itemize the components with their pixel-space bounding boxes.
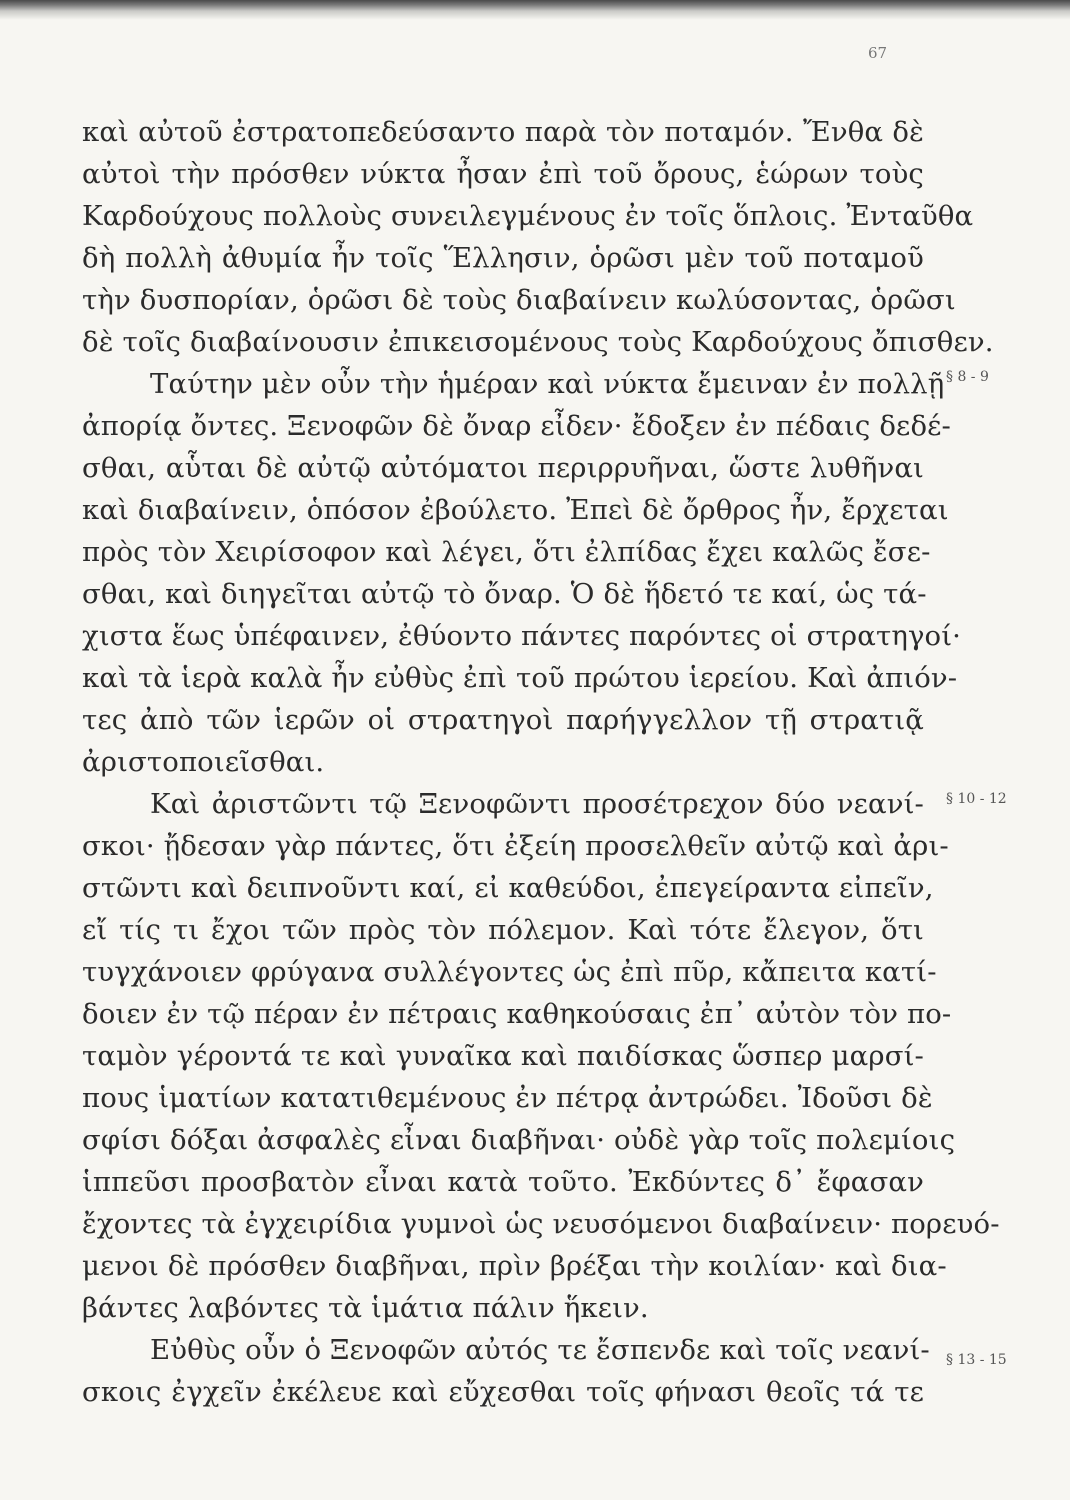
text-line: σθαι, αὗται δὲ αὐτῷ αὐτόματοι περιρρυῆναι, ὥστε λυθῆναι: [82, 452, 924, 484]
text-line: ταμὸν γέροντά τε καὶ γυναῖκα καὶ παιδίσκας ὥσπερ μαρσί-: [82, 1040, 924, 1072]
text-line: μενοι δὲ πρόσθεν διαβῆναι, πρὶν βρέξαι τὴν κοιλίαν· καὶ δια-: [82, 1250, 947, 1282]
text-line-paragraph-end: ἀριστοποιεῖσθαι.: [82, 746, 325, 778]
text-line: καὶ τὰ ἱερὰ καλὰ ἦν εὐθὺς ἐπὶ τοῦ πρώτου ἱερείου. Καὶ ἀπιόν-: [82, 662, 958, 694]
text-line: ἱππεῦσι προσβατὸν εἶναι κατὰ τοῦτο. Ἐκδύντες δ᾽ ἔφασαν: [82, 1166, 924, 1198]
text-line: πρὸς τὸν Χειρίσοφον καὶ λέγει, ὅτι ἐλπίδας ἔχει καλῶς ἔσε-: [82, 536, 931, 568]
text-line: Καρδούχους πολλοὺς συνειλεγμένους ἐν τοῖς ὅπλοις. Ἐνταῦθα: [82, 200, 974, 232]
page-number: 67: [868, 44, 888, 62]
text-line: ἔχοντες τὰ ἐγχειρίδια γυμνοὶ ὡς νευσόμενοι διαβαίνειν· πορευό-: [82, 1208, 1000, 1240]
text-line: σκοι· ᾔδεσαν γὰρ πάντες, ὅτι ἐξείη προσελθεῖν αὐτῷ καὶ ἀρι-: [82, 830, 949, 862]
text-line: σθαι, καὶ διηγεῖται αὐτῷ τὸ ὄναρ. Ὁ δὲ ἥδετό τε καί, ὡς τά-: [82, 578, 927, 610]
text-line: αὐτοὶ τὴν πρόσθεν νύκτα ἦσαν ἐπὶ τοῦ ὄρους, ἑώρων τοὺς: [82, 158, 924, 190]
text-line: δὴ πολλὴ ἀθυμία ἦν τοῖς Ἕλλησιν, ὁρῶσι μὲν τοῦ ποταμοῦ: [82, 242, 924, 274]
text-line: στῶντι καὶ δειπνοῦντι καί, εἰ καθεύδοι, ἐπεγείραντα εἰπεῖν,: [82, 872, 934, 904]
text-line: καὶ αὐτοῦ ἐστρατοπεδεύσαντο παρὰ τὸν ποταμόν. Ἔνθα δὲ: [82, 116, 924, 148]
text-line: ἀπορίᾳ ὄντες. Ξενοφῶν δὲ ὄναρ εἶδεν· ἔδοξεν ἐν πέδαις δεδέ-: [82, 410, 951, 442]
text-line: δὲ τοῖς διαβαίνουσιν ἐπικεισομένους τοὺς Καρδούχους ὄπισθεν.: [82, 326, 994, 358]
text-line: χιστα ἕως ὑπέφαινεν, ἐθύοντο πάντες παρόντες οἱ στρατηγοί·: [82, 620, 962, 652]
text-line-paragraph-start: Ταύτην μὲν οὖν τὴν ἡμέραν καὶ νύκτα ἔμειναν ἐν πολλῇ: [150, 368, 945, 400]
margin-note-section-10-12: § 10 - 12: [946, 791, 1007, 807]
text-line-paragraph-end: βάντες λαβόντες τὰ ἱμάτια πάλιν ἥκειν.: [82, 1292, 649, 1324]
text-line: καὶ διαβαίνειν, ὁπόσον ἐβούλετο. Ἐπεὶ δὲ ὄρθρος ἦν, ἔρχεται: [82, 494, 949, 526]
text-line: σφίσι δόξαι ἀσφαλὲς εἶναι διαβῆναι· οὐδὲ γὰρ τοῖς πολεμίοις: [82, 1124, 956, 1156]
text-line: σκοις ἐγχεῖν ἐκέλευε καὶ εὔχεσθαι τοῖς φήνασι θεοῖς τά τε: [82, 1376, 924, 1408]
text-line: τες ἀπὸ τῶν ἱερῶν οἱ στρατηγοὶ παρήγγελλον τῇ στρατιᾷ: [82, 704, 924, 736]
text-line: εἴ τίς τι ἔχοι τῶν πρὸς τὸν πόλεμον. Καὶ τότε ἔλεγον, ὅτι: [82, 914, 924, 946]
text-line: δοιεν ἐν τῷ πέραν ἐν πέτραις καθηκούσαις ἐπ᾽ αὐτὸν τὸν πο-: [82, 998, 952, 1030]
text-line-paragraph-start: Καὶ ἀριστῶντι τῷ Ξενοφῶντι προσέτρεχον δύο νεανί-: [150, 788, 924, 820]
text-line-paragraph-start: Εὐθὺς οὖν ὁ Ξενοφῶν αὐτός τε ἔσπενδε καὶ τοῖς νεανί-: [150, 1334, 930, 1366]
margin-note-section-8-9: § 8 - 9: [946, 369, 989, 385]
text-line: πους ἱματίων κατατιθεμένους ἐν πέτρᾳ ἀντρώδει. Ἰδοῦσι δὲ: [82, 1082, 933, 1114]
margin-note-section-13-15: § 13 - 15: [946, 1352, 1007, 1368]
scan-edge-shadow: [0, 0, 1070, 20]
text-line: τυγχάνοιεν φρύγανα συλλέγοντες ὡς ἐπὶ πῦρ, κἄπειτα κατί-: [82, 956, 937, 988]
text-line: τὴν δυσπορίαν, ὁρῶσι δὲ τοὺς διαβαίνειν κωλύσοντας, ὁρῶσι: [82, 284, 956, 316]
